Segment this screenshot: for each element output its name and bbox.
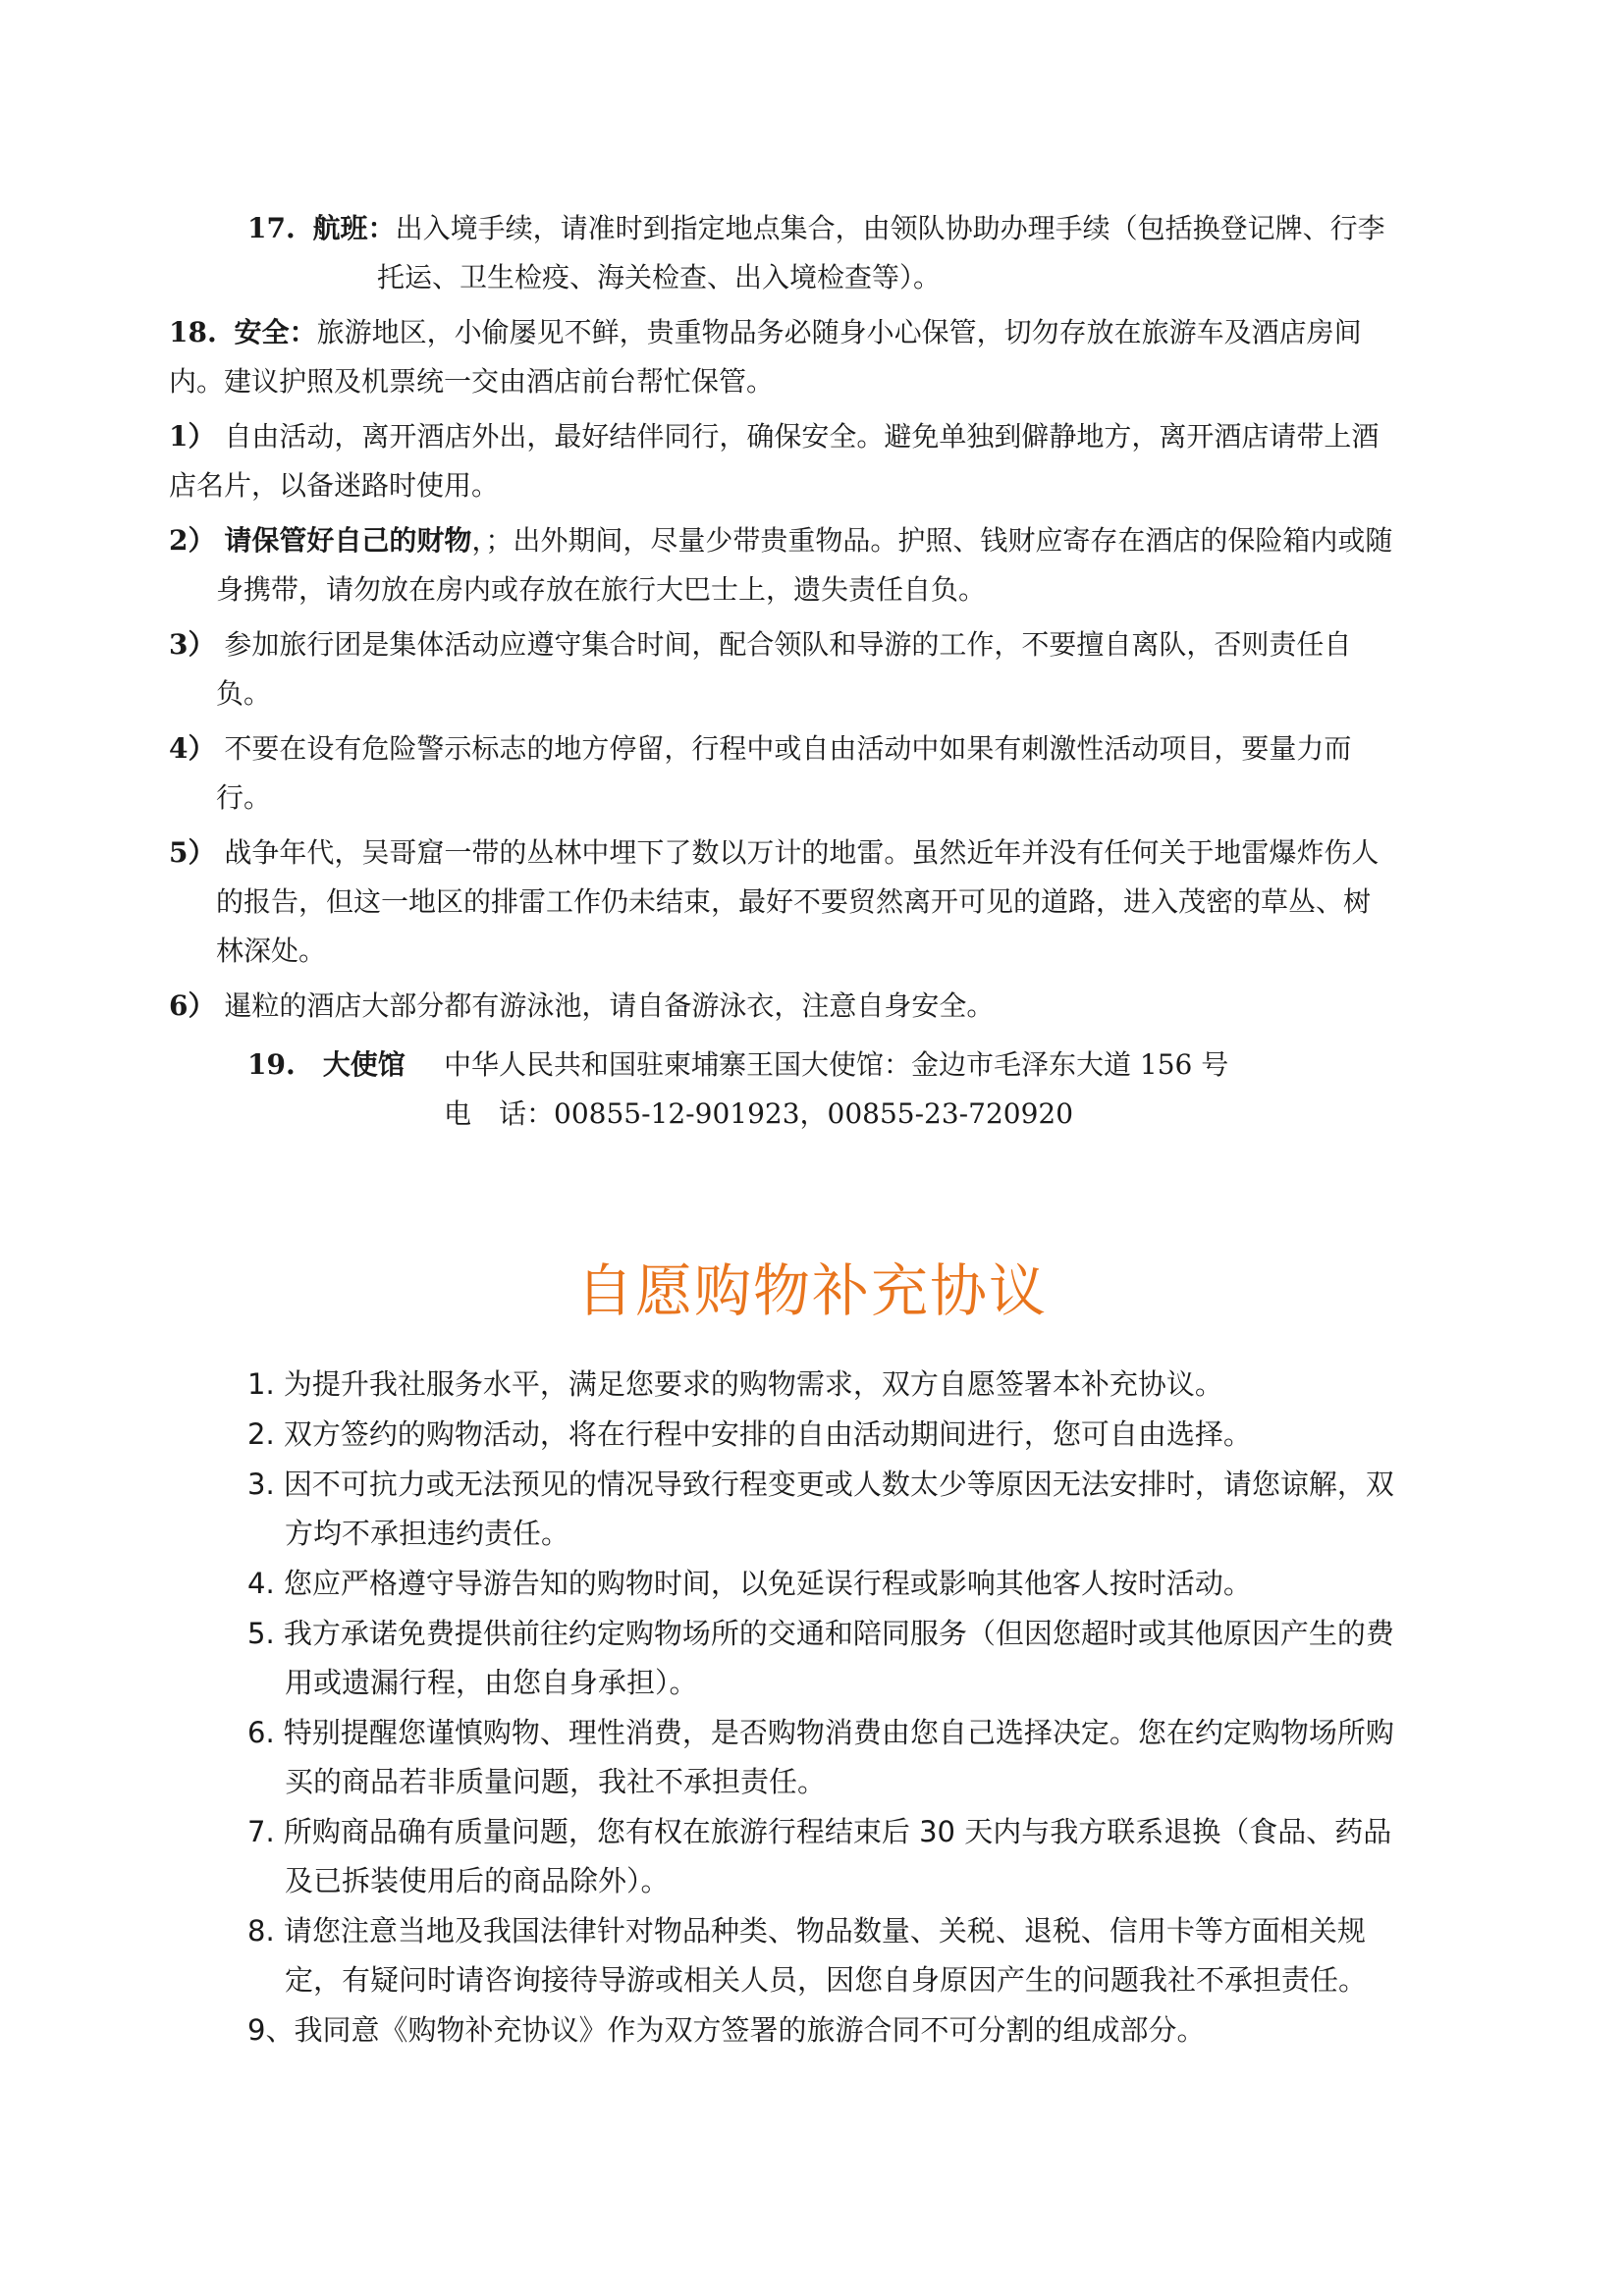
note-number: 18. [169, 316, 217, 348]
note-18 [169, 308, 1396, 406]
embassy-row-address [247, 1041, 1396, 1090]
sub-note-text: ，；出外期间，尽量少带贵重物品。护照、钱财应寄存在酒店的保险箱内或随身携带，请勿放在房内或存放在旅行大巴士上，遗失责任自负。 [216, 524, 1393, 606]
note-text: 出入境手续，请准时到指定地点集合，由领队协助办理手续（包括换登记牌、行李托运、卫生检疫、海关检查、出入境检查等）。 [377, 212, 1385, 294]
agreement-item: 4. 您应严格遵守导游告知的购物时间，以免延误行程或影响其他客人按时活动。 [247, 1567, 1252, 1600]
note-keyword: 航班 [312, 212, 368, 244]
sub-note-number: 6） [169, 989, 216, 1022]
note-keyword: 安全 [234, 316, 290, 348]
agreement-item: 3. 因不可抗力或无法预见的情况导致行程变更或人数太少等原因无法安排时，请您谅解，双方均不承担违约责任。 [247, 1468, 1394, 1550]
embassy-label-spacer [247, 1090, 444, 1139]
agreement-item: 5. 我方承诺免费提供前往约定购物场所的交通和陪同服务（但因您超时或其他原因产生的费用或遗漏行程，由您自身承担）。 [247, 1617, 1394, 1699]
embassy-address: 中华人民共和国驻柬埔寨王国大使馆：金边市毛泽东大道 156 号 [444, 1048, 1229, 1081]
note-17 [247, 204, 1396, 302]
sub-note-3 [169, 620, 1396, 719]
agreement-item: 6. 特别提醒您谨慎购物、理性消费，是否购物消费由您自己选择决定。您在约定购物场所购买的商品若非质量问题，我社不承担责任。 [247, 1716, 1394, 1798]
sub-note-2 [169, 516, 1396, 614]
agreement-title: 自愿购物补充协议 [575, 1257, 1048, 1324]
note-number: 17. [247, 212, 296, 244]
sub-note-number: 5） [169, 836, 216, 869]
embassy-label: 19. 大使馆 [247, 1048, 406, 1081]
sub-note-number: 1） [169, 420, 216, 453]
sub-note-keyword: 请保管好自己的财物 [224, 524, 472, 557]
embassy-row-phone [247, 1090, 1396, 1139]
sub-note-5 [169, 828, 1396, 976]
note-text: 旅游地区，小偷屡见不鲜，贵重物品务必随身小心保管，切勿存放在旅游车及酒店房间内。建议护照及机票统一交由酒店前台帮忙保管。 [169, 316, 1362, 398]
sub-note-4 [169, 724, 1396, 823]
sub-note-number: 3） [169, 628, 216, 661]
agreement-item: 8. 请您注意当地及我国法律针对物品种类、物品数量、关税、退税、信用卡等方面相关规定，有疑问时请咨询接待导游或相关人员，因您自身原因产生的问题我社不承担责任。 [247, 1914, 1368, 1997]
embassy-info [247, 1041, 1396, 1139]
note-colon: ： [367, 212, 396, 244]
embassy-phone: 电 话：00855-12-901923，00855-23-720920 [444, 1097, 1074, 1130]
agreement-item: 7. 所购商品确有质量问题，您有权在旅游行程结束后 30 天内与我方联系退换（食品、药品及已拆装使用后的商品除外）。 [247, 1815, 1392, 1897]
note-colon: ： [289, 316, 317, 348]
sub-note-text: 暹粒的酒店大部分都有游泳池，请自备游泳衣，注意自身安全。 [224, 989, 995, 1022]
agreement-item: 2. 双方签约的购物活动，将在行程中安排的自由活动期间进行，您可自由选择。 [247, 1417, 1252, 1451]
sub-note-text: 自由活动，离开酒店外出，最好结伴同行，确保安全。避免单独到僻静地方，离开酒店请带上酒店名片，以备迷路时使用。 [169, 420, 1380, 502]
agreement-item: 9、我同意《购物补充协议》作为双方签署的旅游合同不可分割的组成部分。 [247, 2013, 1206, 2047]
sub-note-number: 2） [169, 524, 216, 557]
sub-note-number: 4） [169, 732, 216, 765]
agreement-list [247, 1360, 1396, 2056]
sub-note-1 [169, 412, 1396, 510]
sub-note-6 [169, 982, 1396, 1031]
sub-note-text: 不要在设有危险警示标志的地方停留，行程中或自由活动中如果有刺激性活动项目，要量力而行。 [216, 732, 1352, 814]
sub-note-text: 参加旅行团是集体活动应遵守集合时间，配合领队和导游的工作，不要擅自离队，否则责任自负。 [216, 628, 1352, 710]
agreement-item: 1. 为提升我社服务水平，满足您要求的购物需求，双方自愿签署本补充协议。 [247, 1367, 1223, 1401]
travel-notes [169, 204, 1396, 1031]
sub-note-text: 战争年代，吴哥窟一带的丛林中埋下了数以万计的地雷。虽然近年并没有任何关于地雷爆炸伤人的报告，但这一地区的排雷工作仍未结束，最好不要贸然离开可见的道路，进入茂密的草丛、树林深处。 [216, 836, 1380, 967]
